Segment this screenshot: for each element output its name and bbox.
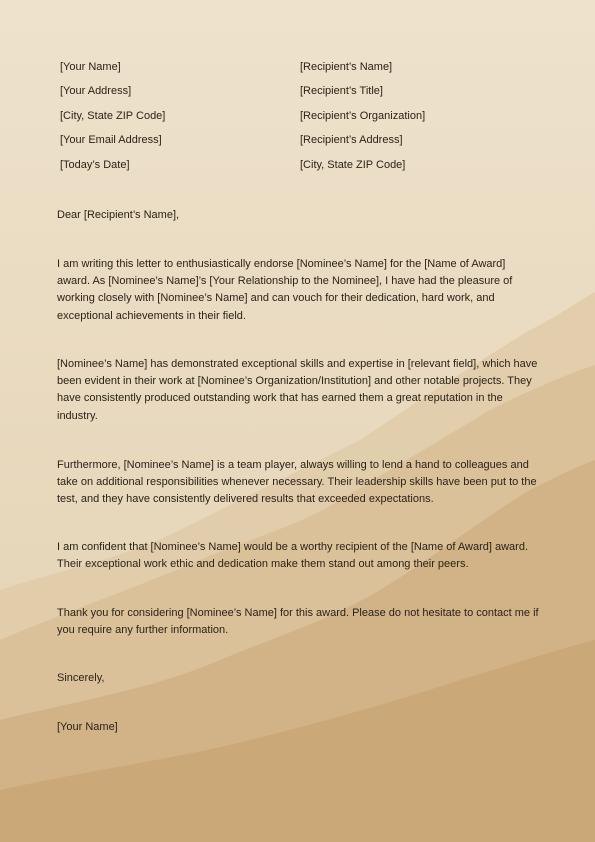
- body-paragraph-5: Thank you for considering [Nominee’s Name] for this award. Please do not hesitate to contact me if you require any further information.: [57, 607, 539, 637]
- body-paragraph-4: I am confident that [Nominee’s Name] would be a worthy recipient of the [Name of Award] award. Their exceptional work ethic and dedication make them stand out among their peers.: [57, 541, 529, 571]
- sender-name: [Your Name]: [60, 61, 121, 73]
- body-paragraph-3: Furthermore, [Nominee’s Name] is a team player, always willing to lend a hand to colleagues and take on additional responsibilities whenever necessary. Their leadership skills have been put to the test, and they have consistently delivered results that exceeded expectations.: [57, 459, 537, 506]
- recipient-block: [300, 60, 425, 182]
- closing: Sincerely,: [57, 672, 105, 684]
- sender-block: [60, 60, 165, 182]
- sender-email: [Your Email Address]: [60, 134, 162, 147]
- letter-date: [Today’s Date]: [60, 158, 130, 171]
- body-paragraph-1: I am writing this letter to enthusiastically endorse [Nominee’s Name] for the [Name of Award] award. As [Nominee’s Name]’s [Your Relationship to the Nominee], I have had the pleasure of working closely with [Nominee’s Name] and can vouch for their dedication, hard work, and exceptional achievements in their field.: [57, 258, 513, 322]
- sender-city-state-zip: [City, State ZIP Code]: [60, 109, 166, 122]
- sender-address: [Your Address]: [60, 85, 132, 98]
- recipient-name: [Recipient’s Name]: [300, 61, 393, 73]
- recipient-address: [Recipient’s Address]: [300, 134, 403, 147]
- signature-name: [Your Name]: [57, 721, 118, 733]
- recipient-city-state-zip: [City, State ZIP Code]: [300, 158, 406, 171]
- salutation: Dear [Recipient’s Name],: [57, 209, 180, 221]
- body-paragraph-2: [Nominee’s Name] has demonstrated exceptional skills and expertise in [relevant field], which have been evident in their work at [Nominee’s Organization/Institution] and other notable projects. They have consistently produced outstanding work that has earned them a great reputation in the industry.: [57, 358, 538, 422]
- recipient-organization: [Recipient’s Organization]: [300, 109, 426, 122]
- recipient-title: [Recipient’s Title]: [300, 85, 383, 98]
